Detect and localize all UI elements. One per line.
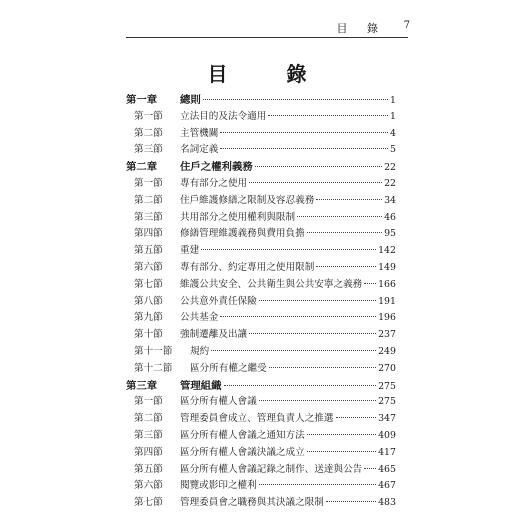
section-number: 第十一節 bbox=[134, 345, 173, 357]
toc-section-row bbox=[126, 428, 396, 445]
chapter-title: 總則 bbox=[180, 94, 201, 106]
section-number: 第八節 bbox=[134, 295, 163, 307]
toc-page-number: 149 bbox=[378, 261, 396, 273]
dot-leader bbox=[364, 283, 376, 284]
toc-section-row bbox=[126, 310, 396, 327]
section-title: 管理委員會成立、管理負責人之推選 bbox=[180, 413, 334, 425]
dot-leader bbox=[259, 400, 376, 401]
section-title: 區分所有權人會議記錄之制作、送達與公告 bbox=[180, 463, 363, 475]
running-header bbox=[126, 22, 408, 38]
section-title: 公共基金 bbox=[180, 312, 219, 324]
section-title: 專有部分、約定專用之使用限制 bbox=[180, 261, 315, 273]
toc-page-number: 347 bbox=[378, 413, 396, 425]
page-number: 7 bbox=[403, 20, 410, 31]
section-number: 第三節 bbox=[134, 144, 163, 156]
section-title: 公共意外責任保險 bbox=[180, 295, 257, 307]
section-number: 第七節 bbox=[134, 497, 163, 509]
toc-page-number: 483 bbox=[378, 497, 396, 509]
toc-section-row bbox=[126, 361, 396, 378]
toc-page-number: 417 bbox=[378, 446, 396, 458]
toc-heading: 目 錄 bbox=[207, 62, 333, 86]
section-title: 強制遷離及出讓 bbox=[180, 329, 248, 341]
toc-section-row bbox=[126, 109, 396, 126]
section-number: 第三節 bbox=[134, 429, 163, 441]
toc-page-number: 275 bbox=[378, 380, 396, 392]
dot-leader bbox=[211, 350, 376, 351]
toc-page-number: 1 bbox=[390, 95, 396, 106]
dot-leader bbox=[307, 232, 382, 233]
dot-leader bbox=[269, 367, 376, 368]
dot-leader bbox=[259, 300, 376, 301]
section-title: 主管機關 bbox=[180, 127, 219, 139]
toc-section-row bbox=[126, 126, 396, 143]
section-title: 區分所有權人會議決議之成立 bbox=[180, 446, 305, 458]
toc-page-number: 467 bbox=[378, 480, 396, 492]
toc-section-row bbox=[126, 260, 396, 277]
dot-leader bbox=[297, 216, 382, 217]
toc-section-row bbox=[126, 445, 396, 462]
dot-leader bbox=[203, 99, 388, 100]
section-title: 區分所有權人會議之通知方法 bbox=[180, 429, 305, 441]
toc-page-number: 409 bbox=[378, 429, 396, 441]
section-title: 維護公共安全、公共衛生與公共安寧之義務 bbox=[180, 278, 363, 290]
dot-leader bbox=[316, 266, 376, 267]
section-number: 第五節 bbox=[134, 463, 163, 475]
toc-section-row bbox=[126, 478, 396, 495]
dot-leader bbox=[201, 249, 376, 250]
toc-page-number: 249 bbox=[378, 345, 396, 357]
dot-leader bbox=[249, 333, 376, 334]
dot-leader bbox=[249, 182, 382, 183]
chapter-number: 第三章 bbox=[126, 379, 158, 392]
toc-section-row bbox=[126, 210, 396, 227]
chapter-title: 住戶之權利義務 bbox=[180, 161, 253, 174]
section-title: 名詞定義 bbox=[180, 144, 219, 156]
chapter-number: 第二章 bbox=[126, 161, 158, 174]
dot-leader bbox=[220, 132, 388, 133]
toc-page-number: 22 bbox=[384, 177, 396, 189]
toc-section-row bbox=[126, 462, 396, 479]
toc-page-number: 1 bbox=[390, 110, 396, 122]
section-number: 第三節 bbox=[134, 211, 163, 223]
toc-section-row bbox=[126, 142, 396, 159]
toc-section-row bbox=[126, 294, 396, 311]
dot-leader bbox=[336, 417, 377, 418]
toc-page-number: 166 bbox=[378, 278, 396, 290]
running-header-title: 目 錄 bbox=[336, 22, 386, 35]
toc-section-row bbox=[126, 344, 396, 361]
toc-section-row bbox=[126, 327, 396, 344]
section-number: 第二節 bbox=[134, 127, 163, 139]
section-number: 第四節 bbox=[134, 228, 163, 240]
dot-leader bbox=[316, 199, 382, 200]
section-title: 閱覽或影印之權利 bbox=[180, 480, 257, 492]
toc-section-row bbox=[126, 411, 396, 428]
section-title: 區分所有權人會議 bbox=[180, 396, 257, 408]
toc-page-number: 142 bbox=[378, 245, 396, 257]
section-number: 第六節 bbox=[134, 480, 163, 492]
section-title: 重建 bbox=[180, 245, 200, 257]
dot-leader bbox=[326, 501, 376, 502]
toc-section-row bbox=[126, 243, 396, 260]
toc-page-number: 191 bbox=[378, 295, 396, 307]
toc-section-row bbox=[126, 176, 396, 193]
section-title: 專有部分之使用 bbox=[180, 177, 248, 189]
toc-chapter-row bbox=[126, 92, 396, 109]
dot-leader bbox=[224, 385, 377, 386]
toc-page-number: 34 bbox=[384, 194, 396, 206]
toc-chapter-row bbox=[126, 378, 396, 395]
toc-page-number: 196 bbox=[378, 312, 396, 324]
toc-section-row bbox=[126, 394, 396, 411]
dot-leader bbox=[307, 451, 376, 452]
section-number: 第五節 bbox=[134, 245, 163, 257]
dot-leader bbox=[259, 484, 376, 485]
toc-page-number: 465 bbox=[378, 463, 396, 475]
toc-section-row bbox=[126, 193, 396, 210]
toc-page-number: 5 bbox=[390, 144, 396, 156]
section-title: 共用部分之使用權利與限制 bbox=[180, 211, 296, 223]
chapter-number: 第一章 bbox=[126, 94, 158, 106]
section-title: 修繕管理維護義務與費用負擔 bbox=[180, 228, 305, 240]
chapter-title: 管理組織 bbox=[180, 379, 222, 392]
section-number: 第十二節 bbox=[134, 362, 173, 374]
section-title: 住戶維護修繕之限制及容忍義務 bbox=[180, 194, 315, 206]
section-title: 管理委員會之職務與其決議之限制 bbox=[180, 497, 324, 509]
section-number: 第九節 bbox=[134, 312, 163, 324]
toc-section-row bbox=[126, 495, 396, 512]
section-number: 第二節 bbox=[134, 194, 163, 206]
toc-section-row bbox=[126, 226, 396, 243]
table-of-contents bbox=[126, 92, 396, 512]
section-number: 第六節 bbox=[134, 261, 163, 273]
dot-leader bbox=[364, 468, 376, 469]
toc-page-number: 4 bbox=[390, 127, 396, 139]
section-number: 第一節 bbox=[134, 110, 163, 122]
section-title: 規約 bbox=[190, 345, 210, 357]
section-number: 第十節 bbox=[134, 329, 163, 341]
toc-page-number: 46 bbox=[384, 211, 396, 223]
dot-leader bbox=[268, 115, 388, 116]
toc-section-row bbox=[126, 277, 396, 294]
section-number: 第七節 bbox=[134, 278, 163, 290]
toc-page-number: 95 bbox=[384, 228, 396, 240]
dot-leader bbox=[220, 316, 376, 317]
dot-leader bbox=[255, 166, 382, 167]
section-title: 立法目的及法令適用 bbox=[180, 110, 267, 122]
section-number: 第一節 bbox=[134, 177, 163, 189]
section-title: 區分所有權之繼受 bbox=[190, 362, 267, 374]
section-number: 第二節 bbox=[134, 413, 163, 425]
dot-leader bbox=[220, 148, 388, 149]
toc-page-number: 275 bbox=[378, 396, 396, 408]
section-number: 第一節 bbox=[134, 396, 163, 408]
dot-leader bbox=[307, 434, 376, 435]
toc-page-number: 237 bbox=[378, 329, 396, 341]
toc-chapter-row bbox=[126, 159, 396, 176]
toc-page-number: 270 bbox=[378, 362, 396, 374]
toc-page-number: 22 bbox=[384, 162, 396, 174]
section-number: 第四節 bbox=[134, 446, 163, 458]
